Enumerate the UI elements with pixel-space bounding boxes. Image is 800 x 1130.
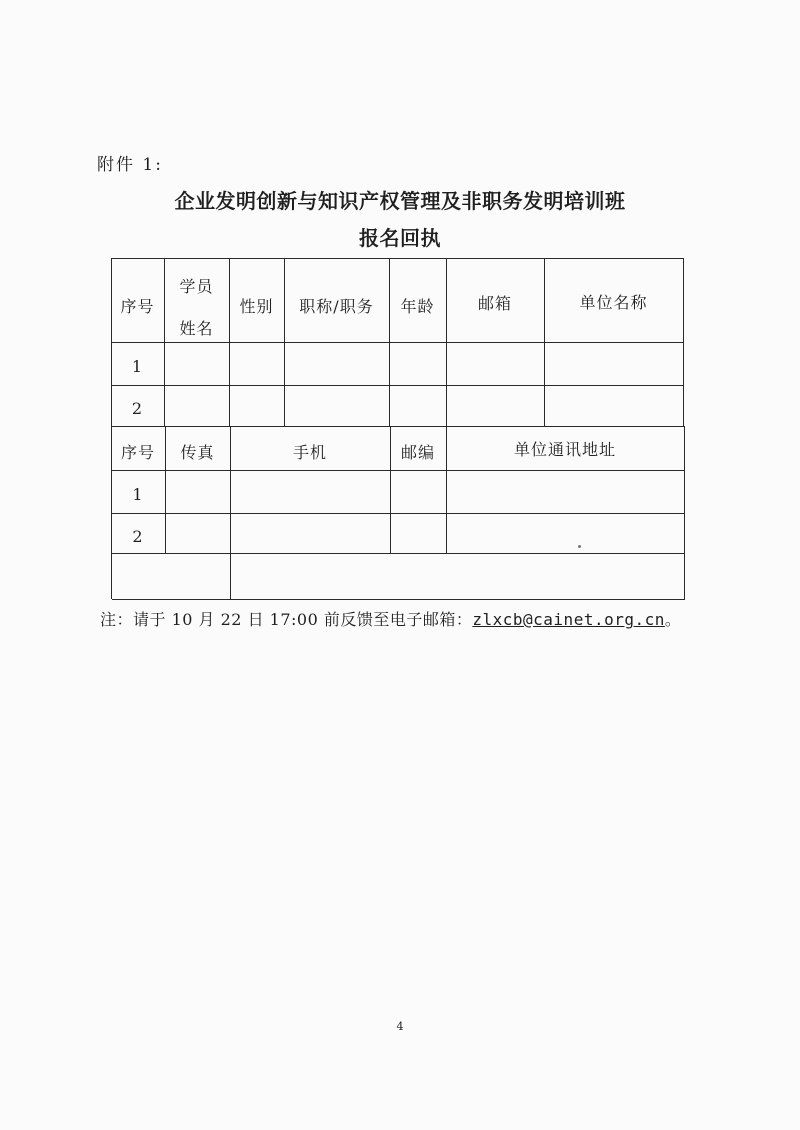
document-title: 企业发明创新与知识产权管理及非职务发明培训班 bbox=[174, 189, 626, 213]
header-gender: 性别 bbox=[239, 297, 274, 316]
header-org-name: 单位名称 bbox=[579, 293, 648, 312]
page-number: 4 bbox=[396, 1020, 404, 1033]
column-line bbox=[544, 258, 545, 426]
header-name-line1: 学员 bbox=[179, 277, 214, 296]
column-line bbox=[389, 258, 390, 426]
header-mobile: 手机 bbox=[292, 443, 327, 462]
note-suffix: 。 bbox=[664, 610, 682, 629]
column-line bbox=[446, 258, 447, 426]
table-row-line bbox=[111, 342, 683, 343]
row-seq: 1 bbox=[131, 357, 144, 376]
document-subtitle: 报名回执 bbox=[359, 226, 441, 250]
table-row-line bbox=[111, 426, 684, 427]
header-address: 单位通讯地址 bbox=[513, 440, 616, 459]
header-position: 职称/职务 bbox=[299, 297, 374, 316]
header-seq-2: 序号 bbox=[120, 443, 155, 462]
contact-email-link[interactable]: zlxcb@cainet.org.cn bbox=[472, 610, 665, 629]
table-border-bottom bbox=[112, 599, 685, 600]
table-row-line bbox=[111, 385, 683, 386]
header-seq: 序号 bbox=[120, 297, 155, 316]
table-border-right bbox=[683, 258, 684, 426]
submission-note bbox=[100, 607, 681, 630]
header-postcode: 邮编 bbox=[400, 443, 435, 462]
row-seq: 2 bbox=[131, 399, 144, 418]
table-border-top bbox=[111, 258, 683, 259]
row-seq: 1 bbox=[132, 485, 144, 504]
table-row-line bbox=[112, 553, 685, 554]
table-row-line bbox=[111, 470, 684, 471]
column-line bbox=[229, 258, 230, 426]
header-age: 年龄 bbox=[400, 297, 435, 316]
column-line bbox=[284, 258, 285, 426]
header-email: 邮箱 bbox=[477, 294, 512, 313]
note-prefix: 注：请于 10 月 22 日 17:00 前反馈至电子邮箱： bbox=[100, 610, 473, 629]
attachment-label: 附件 1: bbox=[97, 155, 163, 175]
header-fax: 传真 bbox=[180, 443, 215, 462]
table-border-right bbox=[684, 426, 685, 599]
table-row-line bbox=[111, 513, 685, 514]
row-seq: 2 bbox=[132, 527, 144, 546]
scan-speck bbox=[578, 545, 581, 548]
header-name-line2: 姓名 bbox=[179, 319, 214, 338]
